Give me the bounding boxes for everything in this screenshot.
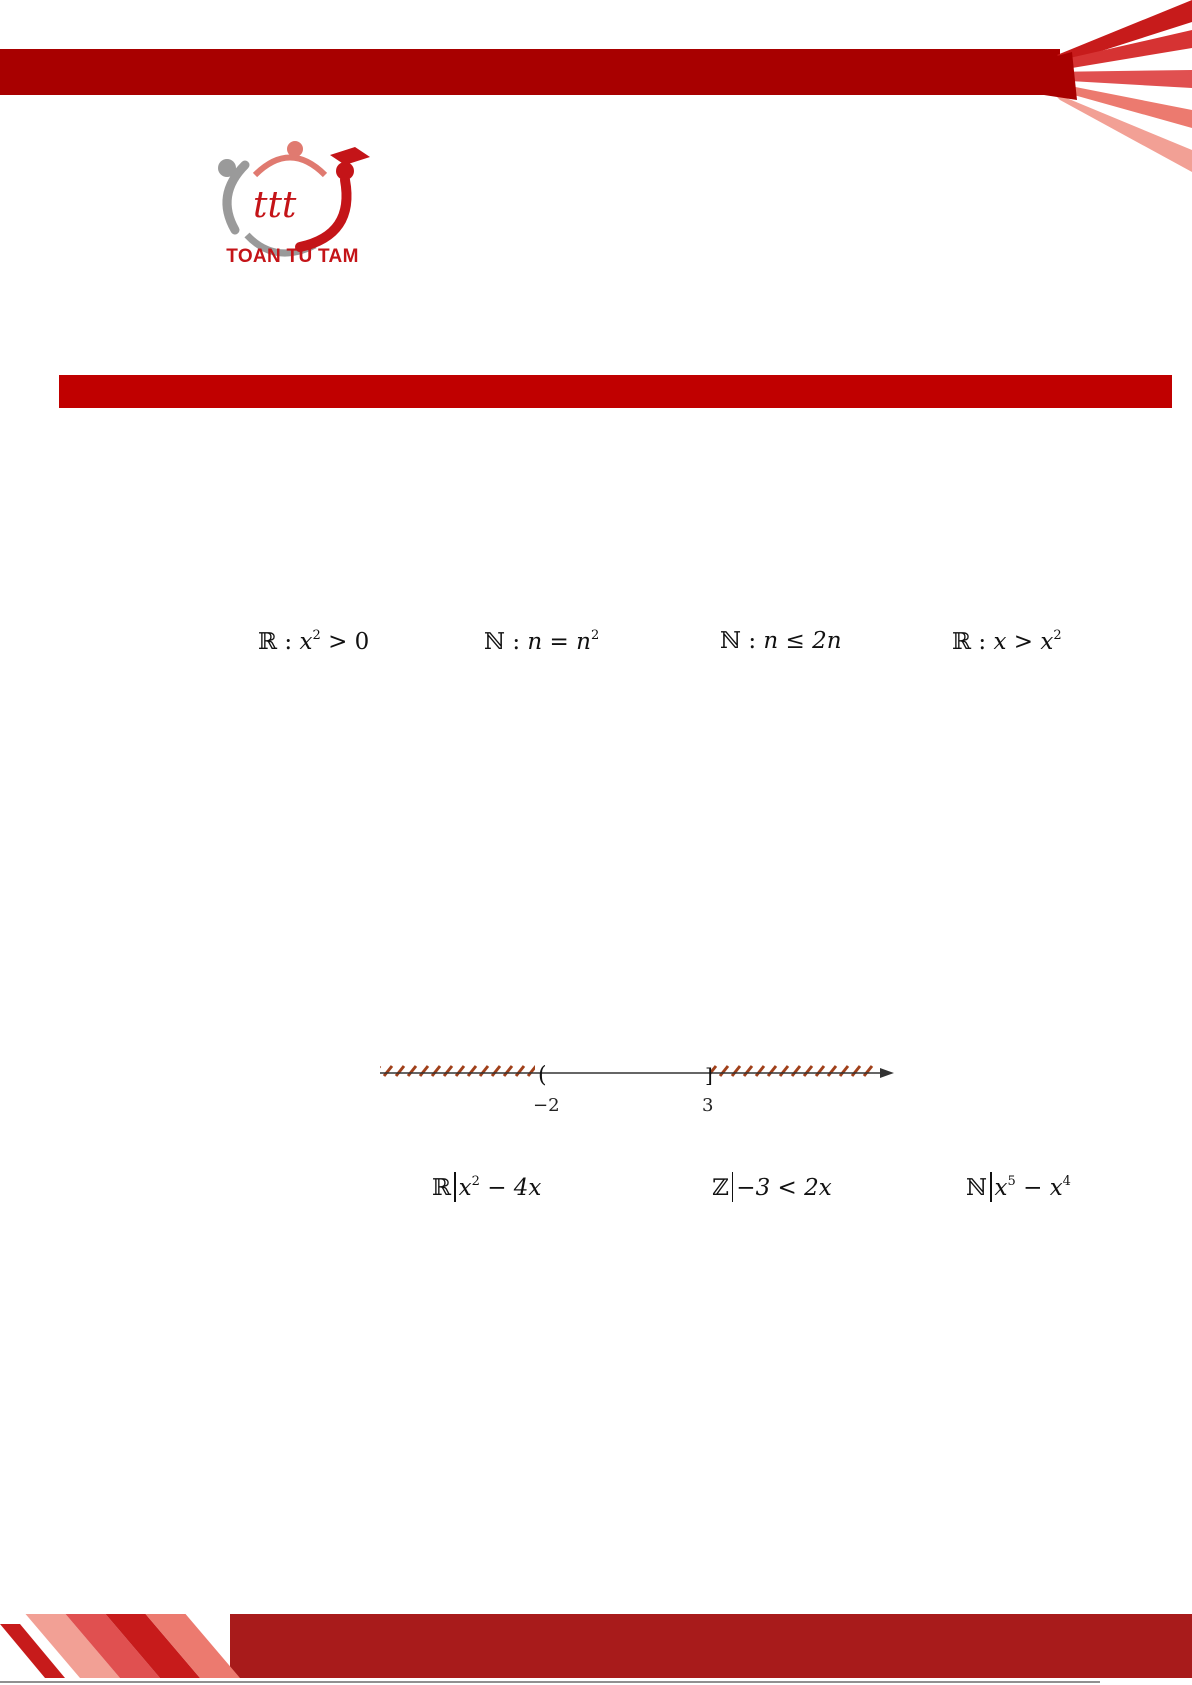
logo-text: TOAN TU TAM <box>226 246 359 267</box>
tick-label-left: −2 <box>533 1095 560 1116</box>
logo-monogram: ttt <box>253 185 297 226</box>
number-line-diagram <box>370 1050 900 1120</box>
left-bracket: ( <box>538 1063 547 1088</box>
excluded-region-right <box>710 1063 875 1077</box>
header-band <box>0 49 1060 95</box>
excluded-region-left <box>380 1063 535 1077</box>
q1-option-b: ℕ : $n = n^2$ <box>484 628 600 655</box>
section-bar <box>59 375 1172 408</box>
tick-label-right: 3 <box>702 1095 714 1116</box>
q2-option-d: ℕ $x^5 - x^4$ <box>966 1174 1071 1201</box>
right-bracket: ] <box>705 1063 713 1087</box>
q2-option-c: ℤ −3 < 2x <box>712 1172 832 1202</box>
q1-option-d: ℝ : $x > x^2$ <box>952 628 1062 655</box>
q1-option-a: ℝ : $x^2 > 0$ <box>258 628 370 655</box>
axis-arrow <box>880 1068 894 1078</box>
header-corner-decoration <box>972 0 1192 175</box>
footer-rule <box>0 1678 1192 1685</box>
footer-band <box>0 1614 1192 1685</box>
q2-option-b: ℝ $x^2 - 4x$ <box>432 1174 542 1201</box>
q1-option-c: ℕ : n ≤ 2n <box>720 628 842 654</box>
